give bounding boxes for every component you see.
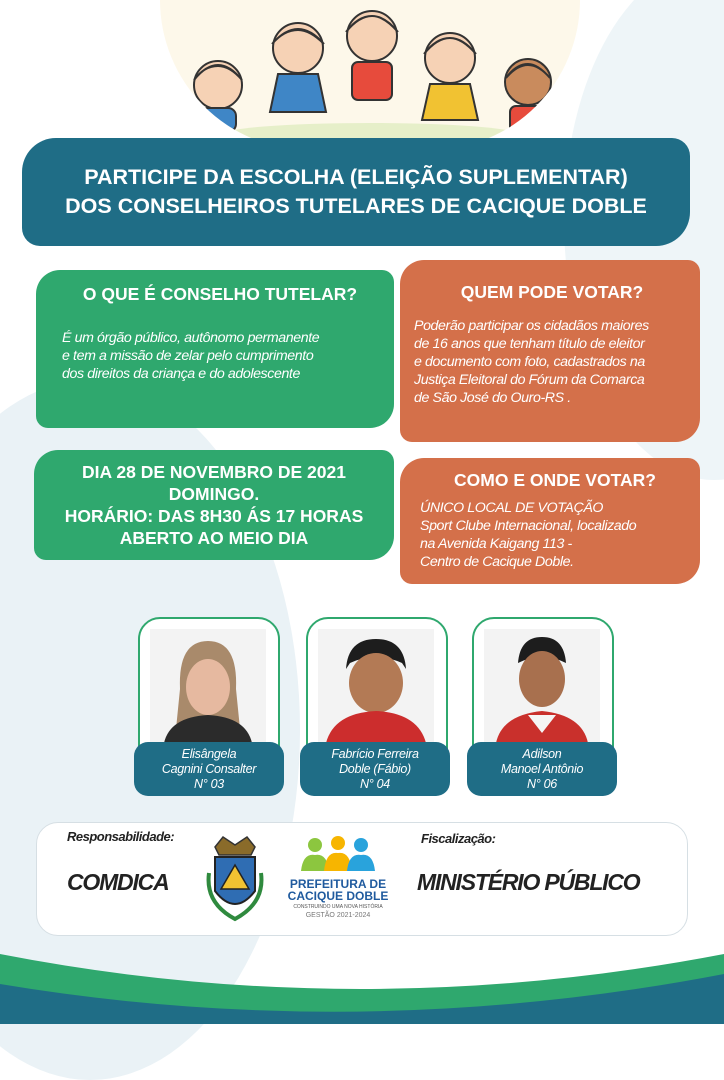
weekday-line: DOMINGO. bbox=[168, 484, 260, 504]
what-is-line: É um órgão público, autônomo permanente bbox=[62, 330, 320, 346]
child-figure-5 bbox=[505, 59, 551, 136]
responsibility-label: Responsabilidade: bbox=[67, 829, 175, 844]
prefeitura-line-1: PREFEITURA DE bbox=[289, 877, 387, 891]
title-line-1: PARTICIPE DA ESCOLHA (ELEIÇÃO SUPLEMENTAR) bbox=[84, 165, 628, 189]
voting-location-label: ÚNICO LOCAL DE VOTAÇÃO bbox=[420, 500, 604, 516]
who-can-vote-line: Justiça Eleitoral do Fórum da Comarca bbox=[414, 372, 645, 388]
candidate-name-line: Cagnini Consalter bbox=[161, 761, 257, 776]
candidate-number: N° 04 bbox=[360, 776, 390, 791]
date-line: DIA 28 DE NOVEMBRO DE 2021 bbox=[82, 462, 346, 482]
what-is-line: e tem a missão de zelar pelo cumprimento bbox=[62, 348, 314, 364]
voting-location-line: na Avenida Kaigang 113 - bbox=[420, 536, 572, 552]
candidate-name-line: Manoel Antônio bbox=[500, 761, 584, 776]
prefeitura-slogan: CONSTRUINDO UMA NOVA HISTÓRIA bbox=[293, 904, 383, 910]
candidate-photo-3 bbox=[484, 629, 600, 743]
candidate-name-line: Doble (Fábio) bbox=[339, 761, 411, 776]
candidate-photo-2 bbox=[318, 629, 434, 743]
voting-location-line: Centro de Cacique Doble. bbox=[420, 554, 574, 570]
child-figure-3 bbox=[346, 11, 398, 100]
who-can-vote-heading: QUEM PODE VOTAR? bbox=[460, 282, 644, 302]
title-line-2: DOS CONSELHEIROS TUTELARES DE CACIQUE DOBLE bbox=[65, 194, 647, 218]
what-is-line: dos direitos da criança e do adolescente bbox=[62, 366, 300, 382]
prefeitura-logo bbox=[273, 835, 403, 929]
candidate-photo-1 bbox=[150, 629, 266, 743]
candidate-label-3 bbox=[467, 742, 617, 796]
candidate-name-line: Fabrício Ferreira bbox=[331, 746, 419, 761]
who-can-vote-card bbox=[400, 260, 700, 442]
candidate-number: N° 06 bbox=[527, 776, 557, 791]
voting-location-line: Sport Clube Internacional, localizado bbox=[420, 518, 637, 534]
title-banner bbox=[22, 138, 690, 246]
candidate-label-2 bbox=[300, 742, 450, 796]
noon-line: ABERTO AO MEIO DIA bbox=[119, 528, 309, 548]
who-can-vote-line: de São José do Ouro-RS . bbox=[414, 390, 571, 406]
who-can-vote-line: Poderão participar os cidadãos maiores bbox=[414, 318, 649, 334]
child-figure-2 bbox=[270, 23, 326, 112]
oversight-label: Fiscalização: bbox=[421, 831, 496, 846]
date-time-card bbox=[34, 450, 394, 560]
what-is-council-heading: O QUE É CONSELHO TUTELAR? bbox=[82, 284, 358, 304]
child-figure-1 bbox=[194, 61, 242, 132]
municipal-coat-of-arms-icon bbox=[205, 833, 265, 923]
candidate-name-line: Elisângela bbox=[181, 746, 237, 761]
responsibility-value: COMDICA bbox=[67, 869, 169, 895]
candidate-label-1 bbox=[134, 742, 284, 796]
people-icon bbox=[293, 835, 383, 873]
how-where-vote-card bbox=[400, 458, 700, 584]
oversight-value: MINISTÉRIO PÚBLICO bbox=[417, 869, 640, 895]
who-can-vote-line: e documento com foto, cadastrados na bbox=[414, 354, 645, 370]
candidate-number: N° 03 bbox=[194, 776, 224, 791]
children-illustration bbox=[160, 0, 580, 150]
hours-line: HORÁRIO: DAS 8H30 ÁS 17 HORAS bbox=[64, 506, 364, 526]
footer-panel bbox=[36, 822, 688, 936]
who-can-vote-line: de 16 anos que tenham título de eleitor bbox=[414, 336, 645, 352]
what-is-council-card bbox=[36, 270, 394, 428]
how-where-vote-heading: COMO E ONDE VOTAR? bbox=[454, 470, 656, 490]
prefeitura-term: GESTÃO 2021-2024 bbox=[305, 912, 371, 919]
prefeitura-line-2: CACIQUE DOBLE bbox=[287, 889, 389, 903]
candidate-name-line: Adilson bbox=[522, 746, 562, 761]
child-figure-4 bbox=[422, 33, 478, 120]
